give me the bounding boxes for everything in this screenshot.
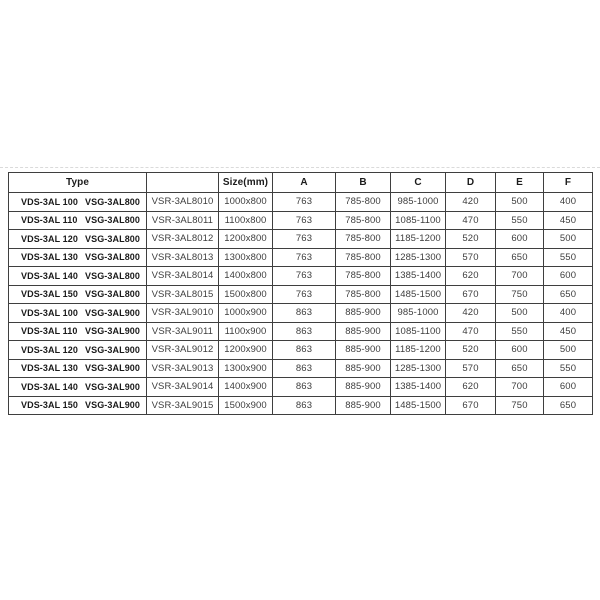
spec-table-header [9,173,593,193]
type-labels [9,326,146,336]
value-cell-f: 500 [544,341,593,360]
header-cell-d: D [446,173,496,193]
vsg-model-label: VSG-3AL800 [85,233,141,244]
vsg-model-label: VSG-3AL800 [85,289,141,300]
type-cell [9,322,147,341]
header-cell-size: Size(mm) [219,173,273,193]
table-row [9,267,593,286]
value-cell-c: 1485-1500 [391,396,446,415]
vds-model-label: VDS-3AL 140 [21,270,78,281]
type-cell [9,211,147,230]
vds-model-label: VDS-3AL 130 [21,252,78,263]
header-cell-e: E [496,173,544,193]
table-row [9,396,593,415]
value-cell-c: 1285-1300 [391,248,446,267]
value-cell-c: 1185-1200 [391,341,446,360]
value-cell-f: 600 [544,378,593,397]
vsr-model-cell: VSR-3AL9013 [147,359,219,378]
vsg-model-label: VSG-3AL800 [85,252,141,263]
table-row [9,248,593,267]
vsr-model-cell: VSR-3AL8013 [147,248,219,267]
type-labels [9,289,146,299]
vds-model-label: VDS-3AL 150 [21,400,78,411]
value-cell-e: 750 [496,396,544,415]
value-cell-d: 620 [446,378,496,397]
value-cell-a: 863 [273,304,336,323]
vds-model-label: VDS-3AL 140 [21,381,78,392]
value-cell-c: 1485-1500 [391,285,446,304]
value-cell-d: 670 [446,285,496,304]
value-cell-a: 763 [273,230,336,249]
value-cell-f: 450 [544,211,593,230]
value-cell-f: 450 [544,322,593,341]
vsr-model-cell: VSR-3AL8014 [147,267,219,286]
size-cell: 1400x800 [219,267,273,286]
type-labels [9,308,146,318]
header-cell-b: B [336,173,391,193]
size-spec-table [8,172,593,415]
header-cell-type: Type [9,173,147,193]
value-cell-b: 785-800 [336,248,391,267]
type-labels [9,400,146,410]
value-cell-e: 650 [496,248,544,267]
size-cell: 1500x900 [219,396,273,415]
type-cell [9,396,147,415]
header-cell-f: F [544,173,593,193]
value-cell-d: 620 [446,267,496,286]
table-row [9,193,593,212]
value-cell-a: 863 [273,396,336,415]
vsg-model-label: VSG-3AL800 [85,196,141,207]
header-cell-model [147,173,219,193]
size-cell: 1100x800 [219,211,273,230]
vsr-model-cell: VSR-3AL8011 [147,211,219,230]
value-cell-c: 1185-1200 [391,230,446,249]
vds-model-label: VDS-3AL 100 [21,307,78,318]
value-cell-c: 1285-1300 [391,359,446,378]
type-cell [9,193,147,212]
value-cell-b: 785-800 [336,230,391,249]
value-cell-f: 600 [544,267,593,286]
table-row [9,359,593,378]
value-cell-c: 985-1000 [391,304,446,323]
vds-model-label: VDS-3AL 100 [21,196,78,207]
vsr-model-cell: VSR-3AL9010 [147,304,219,323]
type-cell [9,230,147,249]
value-cell-e: 500 [496,193,544,212]
table-row [9,285,593,304]
type-cell [9,359,147,378]
vsr-model-cell: VSR-3AL8015 [147,285,219,304]
type-cell [9,267,147,286]
header-cell-c: C [391,173,446,193]
vsg-model-label: VSG-3AL900 [85,381,141,392]
value-cell-a: 863 [273,378,336,397]
value-cell-b: 785-800 [336,211,391,230]
type-cell [9,341,147,360]
vds-model-label: VDS-3AL 150 [21,289,78,300]
value-cell-b: 785-800 [336,267,391,286]
size-cell: 1300x900 [219,359,273,378]
scan-artifact-line [0,167,600,168]
value-cell-a: 863 [273,322,336,341]
type-labels [9,252,146,262]
value-cell-c: 985-1000 [391,193,446,212]
value-cell-e: 600 [496,341,544,360]
type-labels [9,363,146,373]
value-cell-f: 400 [544,193,593,212]
value-cell-f: 650 [544,396,593,415]
value-cell-c: 1085-1100 [391,211,446,230]
value-cell-f: 650 [544,285,593,304]
vsg-model-label: VSG-3AL900 [85,344,141,355]
value-cell-b: 885-900 [336,396,391,415]
value-cell-b: 785-800 [336,285,391,304]
vds-model-label: VDS-3AL 110 [21,326,78,337]
size-cell: 1400x900 [219,378,273,397]
value-cell-d: 420 [446,193,496,212]
value-cell-b: 785-800 [336,193,391,212]
table-row [9,230,593,249]
value-cell-d: 520 [446,341,496,360]
value-cell-e: 600 [496,230,544,249]
vsg-model-label: VSG-3AL800 [85,270,141,281]
type-cell [9,248,147,267]
type-labels [9,215,146,225]
vds-model-label: VDS-3AL 120 [21,344,78,355]
value-cell-c: 1085-1100 [391,322,446,341]
table-row [9,211,593,230]
header-cell-a: A [273,173,336,193]
vsr-model-cell: VSR-3AL8012 [147,230,219,249]
type-labels [9,234,146,244]
size-cell: 1200x800 [219,230,273,249]
value-cell-b: 885-900 [336,359,391,378]
value-cell-b: 885-900 [336,322,391,341]
value-cell-a: 763 [273,285,336,304]
size-cell: 1100x900 [219,322,273,341]
value-cell-c: 1385-1400 [391,267,446,286]
value-cell-a: 763 [273,193,336,212]
type-cell [9,378,147,397]
size-cell: 1500x800 [219,285,273,304]
value-cell-c: 1385-1400 [391,378,446,397]
vds-model-label: VDS-3AL 120 [21,233,78,244]
vsg-model-label: VSG-3AL900 [85,363,141,374]
value-cell-b: 885-900 [336,341,391,360]
value-cell-d: 570 [446,359,496,378]
value-cell-a: 763 [273,211,336,230]
value-cell-a: 763 [273,248,336,267]
type-labels [9,345,146,355]
value-cell-e: 700 [496,267,544,286]
value-cell-f: 550 [544,248,593,267]
size-cell: 1300x800 [219,248,273,267]
table-row [9,378,593,397]
table-row [9,304,593,323]
vsr-model-cell: VSR-3AL8010 [147,193,219,212]
value-cell-a: 763 [273,267,336,286]
value-cell-f: 500 [544,230,593,249]
table-row [9,322,593,341]
value-cell-d: 470 [446,322,496,341]
vsg-model-label: VSG-3AL900 [85,307,141,318]
value-cell-b: 885-900 [336,378,391,397]
value-cell-d: 470 [446,211,496,230]
type-labels [9,197,146,207]
value-cell-e: 750 [496,285,544,304]
value-cell-e: 500 [496,304,544,323]
value-cell-a: 863 [273,341,336,360]
value-cell-d: 420 [446,304,496,323]
vsr-model-cell: VSR-3AL9015 [147,396,219,415]
type-cell [9,304,147,323]
value-cell-d: 670 [446,396,496,415]
size-cell: 1200x900 [219,341,273,360]
type-labels [9,382,146,392]
size-cell: 1000x900 [219,304,273,323]
value-cell-f: 400 [544,304,593,323]
vsg-model-label: VSG-3AL900 [85,400,141,411]
value-cell-e: 700 [496,378,544,397]
size-cell: 1000x800 [219,193,273,212]
value-cell-e: 550 [496,211,544,230]
type-labels [9,271,146,281]
spec-table-body [9,193,593,415]
value-cell-d: 520 [446,230,496,249]
value-cell-d: 570 [446,248,496,267]
header-row [9,173,593,193]
value-cell-a: 863 [273,359,336,378]
vsr-model-cell: VSR-3AL9012 [147,341,219,360]
value-cell-f: 550 [544,359,593,378]
vsr-model-cell: VSR-3AL9011 [147,322,219,341]
vsg-model-label: VSG-3AL800 [85,215,141,226]
type-cell [9,285,147,304]
vds-model-label: VDS-3AL 130 [21,363,78,374]
value-cell-e: 550 [496,322,544,341]
value-cell-e: 650 [496,359,544,378]
vsr-model-cell: VSR-3AL9014 [147,378,219,397]
vds-model-label: VDS-3AL 110 [21,215,78,226]
table-row [9,341,593,360]
value-cell-b: 885-900 [336,304,391,323]
vsg-model-label: VSG-3AL900 [85,326,141,337]
